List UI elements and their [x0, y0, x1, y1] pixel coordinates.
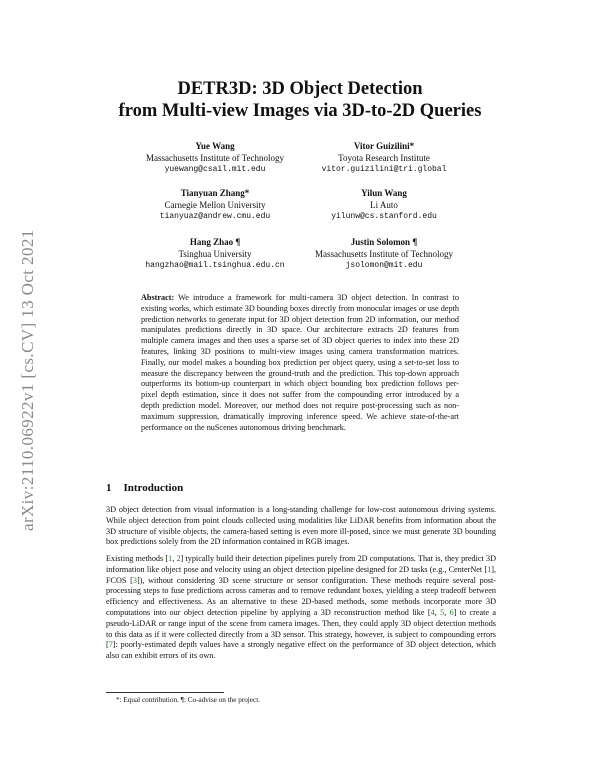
author-email[interactable]: yilunw@cs.stanford.edu	[331, 212, 437, 221]
footnote: *: Equal contribution. ¶: Co-advise on the project.	[116, 696, 260, 704]
arxiv-stamp: arXiv:2110.06922v1 [cs.CV] 13 Oct 2021	[18, 229, 37, 531]
author-name: Justin Solomon ¶	[350, 237, 418, 247]
author-name: Yue Wang	[195, 141, 235, 151]
citation-link[interactable]: 7	[108, 640, 113, 650]
abstract	[141, 293, 459, 433]
title-line-1: DETR3D: 3D Object Detection	[177, 79, 423, 99]
author-affiliation: Tsinghua University	[178, 249, 252, 259]
author-name: Hang Zhao ¶	[189, 237, 241, 247]
text-span: ] typically build their detection pipelines purely from 2D computations. That is, they predict 3D information like object pose and velocity using an object detection pipeline designed for 2D tasks (e.g., CenterNet [	[106, 554, 497, 574]
author-affiliation: Massachusetts Institute of Technology	[146, 153, 284, 163]
section-title: Introduction	[123, 482, 184, 494]
abstract-label: Abstract:	[141, 293, 175, 302]
text-span: ,	[444, 607, 450, 617]
author-name: Yilun Wang	[361, 188, 407, 198]
author-name: Vitor Guizilini*	[353, 141, 415, 151]
author-affiliation: Toyota Research Institute	[338, 153, 430, 163]
citation-link[interactable]: 2	[176, 554, 181, 563]
footnote-divider	[106, 692, 224, 693]
author-name: Tianyuan Zhang*	[180, 188, 250, 198]
citation-link[interactable]: 6	[449, 607, 454, 617]
intro-paragraph-1: 3D object detection from visual information is a long-standing challenge for low-cost autonomous driving systems. While object detection from point clouds collected using modalities like LiDAR benefits from information about the 3D structure of visible objects, the camera-based setting is even more ill-posed, since we must generate 3D bounding box predictions solely from the 2D information contained in RGB images.	[106, 505, 496, 547]
author-affiliation: Carnegie Mellon University	[164, 200, 266, 210]
text-span: ], FCOS [	[106, 564, 496, 585]
author-block	[284, 236, 484, 272]
text-span: ]), without considering 3D scene structure or sensor configuration. These methods require several post-processing steps to fuse predictions across cameras and to remove redundant boxes, yielding a steep tradeoff between efficiency and effectiveness. As an alternative to these 2D-based methods, some methods incorporate more 3D computations into our object detection pipeline by applying a 3D reconstruction method like [	[106, 575, 496, 617]
author-block	[284, 187, 484, 223]
citation-link[interactable]: 3	[132, 575, 137, 585]
citation-link[interactable]: 1	[168, 554, 173, 563]
text-span: ,	[172, 554, 177, 563]
text-span: Existing methods [	[106, 554, 169, 563]
author-email[interactable]: jsolomon@mit.edu	[345, 261, 423, 270]
citation-link[interactable]: 4	[430, 607, 435, 617]
section-heading	[106, 482, 183, 494]
intro-paragraph-2	[106, 554, 496, 662]
author-affiliation: Massachusetts Institute of Technology	[315, 249, 453, 259]
author-block	[284, 140, 484, 176]
citation-link[interactable]: 5	[440, 607, 445, 617]
text-span: ]: poorly-estimated depth values have a strongly negative effect on the performance of 3D object detection, which also can exhibit errors of its own.	[106, 640, 496, 661]
text-span: ] to create a pseudo-LiDAR or range input of the scene from camera images. Then, they could apply 3D object detection methods to this data as if it were collected directly from a 3D sensor. This strategy, however, is subject to compounding errors [	[106, 607, 497, 650]
author-email[interactable]: vitor.guizilini@tri.global	[321, 165, 447, 174]
author-affiliation: Li Auto	[370, 200, 398, 210]
author-email[interactable]: yuewang@csail.mit.edu	[164, 165, 266, 174]
paper-title	[100, 78, 500, 122]
citation-link[interactable]: 1	[487, 564, 492, 574]
text-span: ,	[434, 607, 441, 617]
author-email[interactable]: tianyuaz@andrew.cmu.edu	[159, 212, 271, 221]
abstract-text: We introduce a framework for multi-camera 3D object detection. In contrast to existing works, which estimate 3D bounding boxes directly from monocular images or use depth prediction networks to generate input for 3D object detection from 2D information, our method manipulates predictions directly in 3D space. Our architecture extracts 2D features from multiple camera images and then uses a sparse set of 3D object queries to index into these 2D features, linking 3D positions to multi-view images using camera transformation matrices. Finally, our model makes a bounding box prediction per object query, using a set-to-set loss to measure the discrepancy between the ground-truth and the prediction. This top-down approach outperforms its bottom-up counterpart in which object bounding box prediction follows per-pixel depth estimation, since it does not suffer from the compounding error introduced by a depth prediction model. Moreover, our method does not require post-processing such as non-maximum suppression, dramatically improving inference speed. We achieve state-of-the-art performance on the nuScenes autonomous driving benchmark.	[141, 293, 459, 432]
title-line-2: from Multi-view Images via 3D-to-2D Queries	[118, 101, 482, 121]
section-number: 1	[106, 482, 112, 494]
author-email[interactable]: hangzhao@mail.tsinghua.edu.cn	[145, 261, 285, 270]
